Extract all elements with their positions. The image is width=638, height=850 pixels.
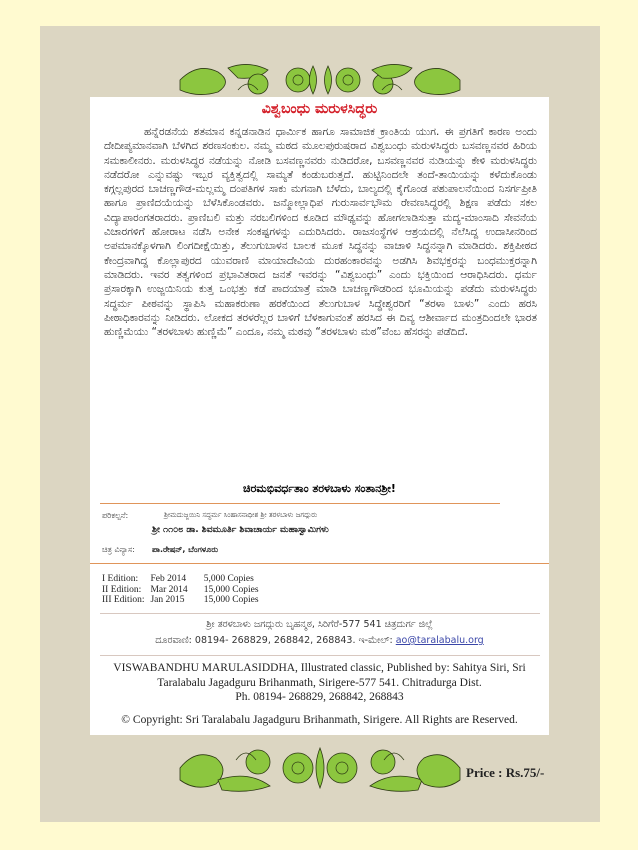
english-publication-info: VISWABANDHU MARULASIDDHA, Illustrated classic, Published by: Sahitya Siri, Sri Taralabalu Jagadguru Brihanmath, Sirigere-577 541. Chitradurga Dist. Ph. 08194- 268829, 268842, 268843 <box>113 662 526 703</box>
copyright-notice: © Copyright: Sri Taralabalu Jagadguru Brihanmath, Sirigere. All Rights are Reserved. <box>121 714 518 726</box>
guidance-label: ಪರಿಕಲ್ಪನೆ: <box>102 511 129 520</box>
guidance-name: ಶ್ರೀ ೧೧೦೮ ಡಾ. ಶಿವಮೂರ್ತಿ ಶಿವಾಚಾರ್ಯ ಮಹಾಸ್ವಾಮಿಗಳು <box>152 525 329 535</box>
guidance-subtitle: ಶ್ರೀಮದುಜ್ಜಯಿನಿ ಸದ್ಧರ್ಮ ಸಿಂಹಾಸನಾಧೀಶ ಶ್ರೀ ತರಳಬಾಳು ಜಗದ್ಗುರು <box>164 511 318 519</box>
edition-row: III Edition: Jan 2015 15,000 Copies <box>102 595 259 605</box>
divider <box>100 613 540 614</box>
contact-line <box>90 635 549 646</box>
divider <box>100 655 540 656</box>
phone-numbers: ದೂರವಾಣಿ: 08194- 268829, 268842, 268843. <box>155 635 356 646</box>
illustration-name: ಪಾ.ರೇಷನ್, ಬೆಂಗಳೂರು <box>152 545 219 554</box>
email-label: ಇ-ಮೇಲ್: <box>358 635 393 646</box>
introduction-paragraph: ಹನ್ನೆರಡನೆಯ ಶತಮಾನ ಕನ್ನಡನಾಡಿನ ಧಾರ್ಮಿಕ ಹಾಗೂ ಸಾಮಾಜಿಕ ಕ್ರಾಂತಿಯ ಯುಗ. ಈ ಪ್ರಗತಿಗೆ ಕಾರಣ ಅಂದು ದೇದೀಪ್ಯಮಾನವಾಗಿ ಬೆಳಗಿದ ಶರಣಸಂಕುಲ. ನಮ್ಮ ಮಠದ ಮೂಲಪುರುಷರಾದ ವಿಶ್ವಬಂಧು ಮರುಳಸಿದ್ಧರು ಬಸವಣ್ಣನವರ ಹಿರಿಯ ಸಮಕಾಲೀನರು. ಮರುಳಸಿದ್ಧರ ನಡೆಯನ್ನು ನೋಡಿ ಬಸವಣ್ಣನವರು ನುಡಿದರೋ, ಬಸವಣ್ಣನವರ ನುಡಿಯನ್ನು ಕೇಳಿ ಮರುಳಸಿದ್ಧರು ನಡೆದರೋ ಎನ್ನುವಷ್ಟು ಇಬ್ಬರ ವ್ಯಕ್ತಿತ್ವದಲ್ಲಿ ಸಾಮ್ಯತೆ ಕಂಡುಬರುತ್ತದೆ. ಹುಟ್ಟಿನಿಂದಲೇ ತಂದೆ-ತಾಯಿಯನ್ನು ಕಳೆದುಕೊಂಡು ಕಗ್ಗಲ್ಲಪುರದ ಬಾಚಣ್ಣಗೌಡ-ಮಲ್ಲಮ್ಮ ದಂಪತಿಗಳ ಸಾಕು ಮಗನಾಗಿ ಬೆಳೆದು, ಬಾಲ್ಯದಲ್ಲಿ ಕೈಗೊಂಡ ಪಶುಪಾಲನೆಯಿಂದ ನಿಸರ್ಗಪ್ರೀತಿ ಹಾಗೂ ಪ್ರಾಣಿದಯೆಯನ್ನು ಬೆಳೆಸಿಕೊಂಡವರು. ಜನ್ಮೋಲ್ಲಾಧಿಪ ಗುರುಸಾರ್ವಭೌಮ ರೇವಣಸಿದ್ಧರಲ್ಲಿ ಶಿಕ್ಷಣ ಪಡೆದು ಸಕಲ ವಿದ್ಯಾಪಾರಂಗತರಾದರು. ಪ್ರಾಣಿಬಲಿ ಮತ್ತು ನರಬಲಿಗಳಿಂದ ಕೂಡಿದ ಮೌಢ್ಯವನ್ನು ಹೋಗಲಾಡಿಸುತ್ತಾ ಮದ್ಯ-ಮಾಂಸಾದಿ ಸೇವನೆಯ ವಿಚಾರಗಳಿಗೆ ಹೋರಾಟ ನಡೆಸಿ ಅನೇಕ ಸಂಕಷ್ಟಗಳನ್ನು ಎದುರಿಸಿದರು. ರಾಜಸಂಸ್ಥೆಗಳ ಆಶ್ರಯದಲ್ಲಿ ನೆಲೆಸಿದ್ದ ಉದಾಸೀನರಿಂದ ಅಪಮಾನಕ್ಕೊಳಗಾಗಿ ಲಿಂಗದೀಕ್ಷೆಯಿತ್ತು, ತೆಲುಗುಬಾಳನ ಬಾಲಕ ಮೂಕ ಸಿದ್ಧನನ್ನು ವಾಚಾಳಿ ಸಿದ್ಧನನ್ನಾಗಿ ಮಾಡಿದರು. ಶಕ್ತಿಪೀಠದ ಕೇಂದ್ರವಾಗಿದ್ದ ಕೊಲ್ಲಾಪುರದ ಯುವರಾಣಿ ಮಾಯಾದೇವಿಯ ದುರಹಂಕಾರವನ್ನು ಅಡಗಿಸಿ ಶಿವಭಕ್ತರನ್ನು ಬಂಧಮುಕ್ತರನ್ನಾಗಿ ಮಾಡಿದರು. ಇವರ ತತ್ವಗಳಿಂದ ಪ್ರಭಾವಿತರಾದ ಜನತೆ ಇವರನ್ನು “ವಿಶ್ವಬಂಧು” ಎಂದು ಭಕ್ತಿಯಿಂದ ಆರಾಧಿಸಿದರು. ಧರ್ಮ ಪ್ರಸಾರಕ್ಕಾಗಿ ಉಜ್ಜಯಿನಿಯ ಕುತ್ತ ಒಂಭತ್ತು ಕಡೆ ಪಾದಯಾತ್ರೆ ಮಾಡಿ ಬಾಚಣ್ಣಗೌಡರಿಂದ ಭೂಮಿಯನ್ನು ಪಡೆದು ಮರುಳಸಿದ್ಧರು ಸದ್ಧರ್ಮ ಪೀಠವನ್ನು ಸ್ಥಾಪಿಸಿ ಮಹಾಕರುಣಾ ಹರಕೆಯಿಂದ ತೆಲುಗುಬಾಳ ಸಿದ್ಧೇಶ್ವರರಿಗೆ “ತರಳಾ ಬಾಳು” ಎಂದು ಹರಸಿ ಪೀಠಾಧಿಕಾರವನ್ನು ನೀಡಿದರು. ಲೋಕದ ತರಳರೆಲ್ಲರ ಬಾಳಿಗೆ ಬೆಳಕಾಗುವಂತೆ ಹರಸಿದ ಈ ದಿವ್ಯ ಆಶೀರ್ವಾದ ಮಂತ್ರದಿಂದಲೇ ಭಾರತ ಹುಣ್ಣಿಮೆಯು “ತರಳಬಾಳು ಹುಣ್ಣಿಮೆ” ಎಂದೂ, ನಮ್ಮ ಮಠವು “ತರಳಬಾಳು ಮಠ”ವೆಂಬ ಹೆಸರನ್ನು ಪಡೆದಿದೆ. <box>104 126 537 339</box>
divider <box>100 503 500 504</box>
floral-ornament-top <box>178 60 462 98</box>
address-line: ಶ್ರೀ ತರಳಬಾಳು ಜಗದ್ಗುರು ಬೃಹನ್ಮಠ, ಸಿರಿಗೆರೆ-577 541 ಚಿತ್ರದುರ್ಗ ಜಿಲ್ಲೆ <box>206 619 433 630</box>
price-label: Price : Rs.75/- <box>466 765 545 780</box>
blessing-line: ಚಿರಮಭಿವರ್ಧತಾಂ ತರಳಬಾಳು ಸಂತಾನಶ್ರೀ! <box>243 482 396 495</box>
content-panel <box>90 97 549 735</box>
floral-ornament-bottom <box>178 740 462 795</box>
email-link[interactable]: ao@taralabalu.org <box>395 635 484 646</box>
edition-row: I Edition: Feb 2014 5,000 Copies <box>102 574 254 584</box>
divider <box>90 563 549 564</box>
edition-row: II Edition: Mar 2014 15,000 Copies <box>102 584 259 595</box>
illustration-label: ಚಿತ್ರ ವಿನ್ಯಾಸ: <box>102 545 135 554</box>
book-title: ವಿಶ್ವಬಂಧು ಮರುಳಸಿದ್ಧರು <box>261 101 378 117</box>
editions-table <box>102 574 265 606</box>
